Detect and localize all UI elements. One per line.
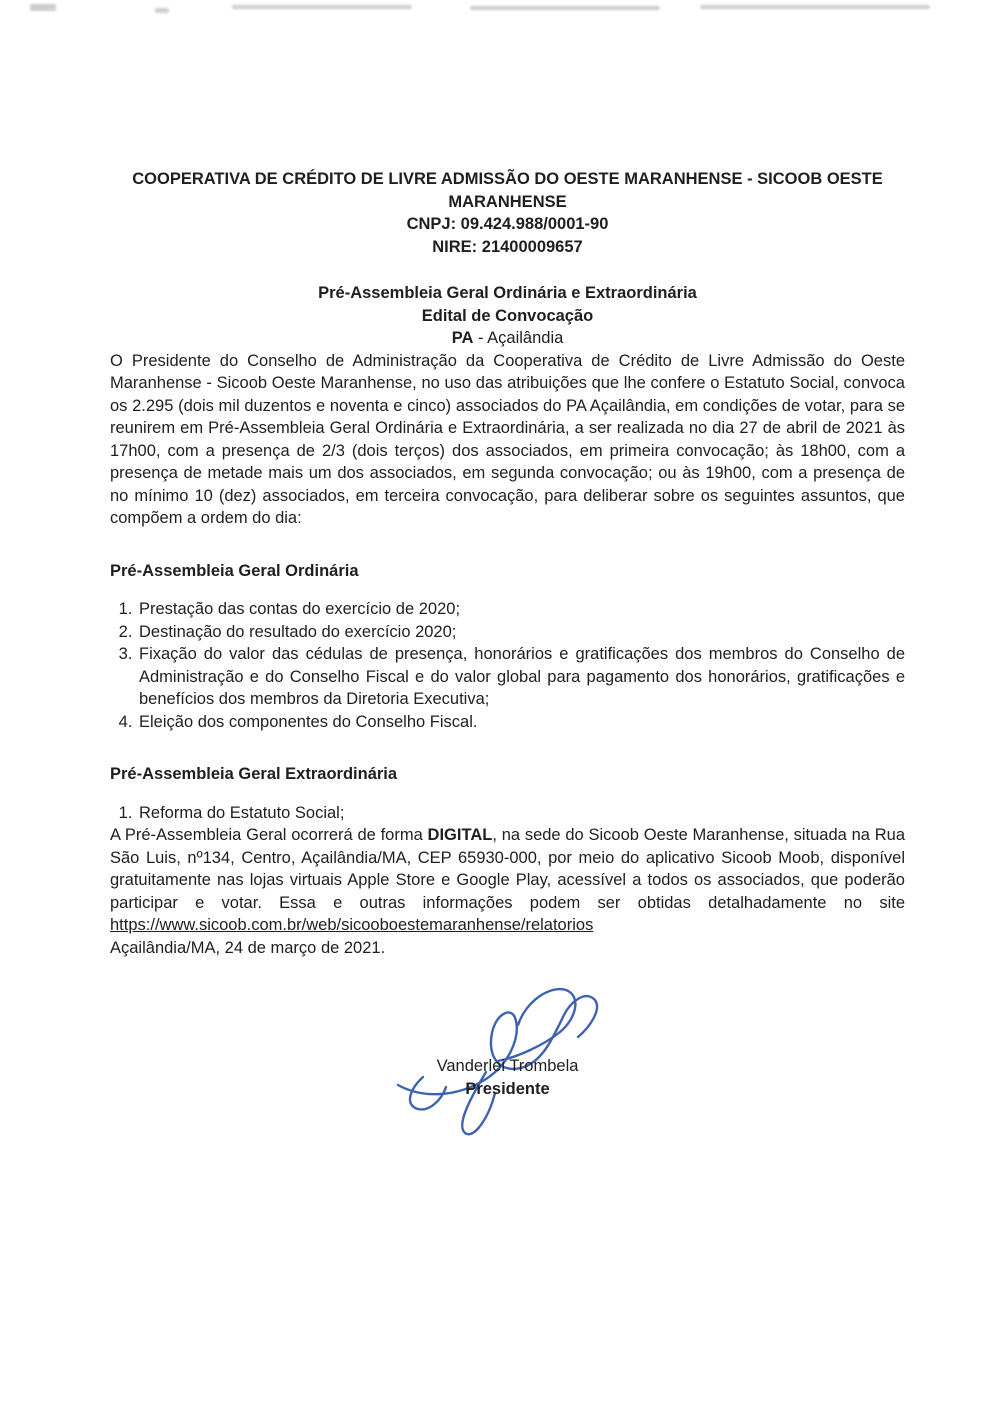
company-name: COOPERATIVA DE CRÉDITO DE LIVRE ADMISSÃO DO OESTE MARANHENSE - SICOOB OESTE MARANHENSE xyxy=(132,170,883,211)
digital-paragraph-text: , na sede do Sicoob Oeste Maranhense, situada na Rua São Luis, nº134, Centro, Açailândia/MA, CEP 65930-000, por meio do aplicativo Sicoob Moob, disponível gratuitamente nas lojas virtuais Apple Store e Google Play, acessível a todos os associados, que poderão participar e votar. Essa e outras informações podem ser obtidas detalhadamente no site xyxy=(110,826,905,912)
edital-title: Edital de Convocação xyxy=(421,306,594,325)
section-heading-ordinaria: Pré-Assembleia Geral Ordinária xyxy=(110,561,359,580)
intro-paragraph: O Presidente do Conselho de Administração da Cooperativa de Crédito de Livre Admissão do Oeste Maranhense - Sicoob Oeste Maranhense, no uso das atribuições que lhe confere o Estatuto Social, convoca os 2.295 (dois mil duzentos e noventa e cinco) associados do PA Açailândia, em condições de votar, para se reunirem em Pré-Assembleia Geral Ordinária e Extraordinária, a ser realizada no dia 27 de abril de 2021 às 17h00, com a presença de 2/3 (dois terços) dos associados, em primeira convocação; às 18h00, com a presença de metade mais um dos associados, em segunda convocação; ou às 19h00, com a presença de no mínimo 10 (dez) associados, em terceira convocação, para deliberar sobre os seguintes assuntos, que compõem a ordem do dia: xyxy=(110,351,905,527)
signer-name: Vanderlei Trombela xyxy=(436,1057,579,1075)
list-item: 3. Fixação do valor das cédulas de presença, honorários e gratificações dos membros do Conselho de Administração e do Conselho Fiscal e do valor global para pagamento dos honorários, gratificações e benefícios dos membros da Diretoria Executiva; xyxy=(137,643,905,711)
extraordinaria-agenda-list xyxy=(110,802,905,825)
pa-label: PA xyxy=(451,329,474,347)
scan-noise-mark xyxy=(30,4,56,11)
digital-paragraph-text: A Pré-Assembleia Geral ocorrerá de forma xyxy=(110,826,428,844)
ordinaria-agenda-list xyxy=(110,598,905,733)
list-item: 1. Prestação das contas do exercício de 2020; xyxy=(137,598,905,621)
pa-location-line xyxy=(110,327,905,350)
digital-emphasis: DIGITAL xyxy=(427,826,493,844)
document-content xyxy=(110,0,905,1100)
dateline: Açailândia/MA, 24 de março de 2021. xyxy=(110,938,386,957)
reports-link[interactable]: https://www.sicoob.com.br/web/sicooboestemaranhense/relatorios xyxy=(110,916,594,934)
document-subheader xyxy=(110,282,905,350)
list-item: 2. Destinação do resultado do exercício 2020; xyxy=(137,621,905,644)
list-item: 4. Eleição dos componentes do Conselho Fiscal. xyxy=(137,711,905,734)
cnpj-line: CNPJ: 09.424.988/0001-90 xyxy=(406,215,609,233)
list-item: 1. Reforma do Estatuto Social; xyxy=(137,802,905,825)
digital-paragraph xyxy=(110,824,905,937)
nire-line: NIRE: 21400009657 xyxy=(432,237,583,256)
pa-city: - Açailândia xyxy=(473,329,564,347)
section-heading-extraordinaria: Pré-Assembleia Geral Extraordinária xyxy=(110,765,398,783)
document-header xyxy=(110,168,905,258)
signature-block xyxy=(358,1055,658,1100)
assembly-title: Pré-Assembleia Geral Ordinária e Extraordinária xyxy=(318,284,697,302)
signer-title: Presidente xyxy=(465,1079,550,1098)
